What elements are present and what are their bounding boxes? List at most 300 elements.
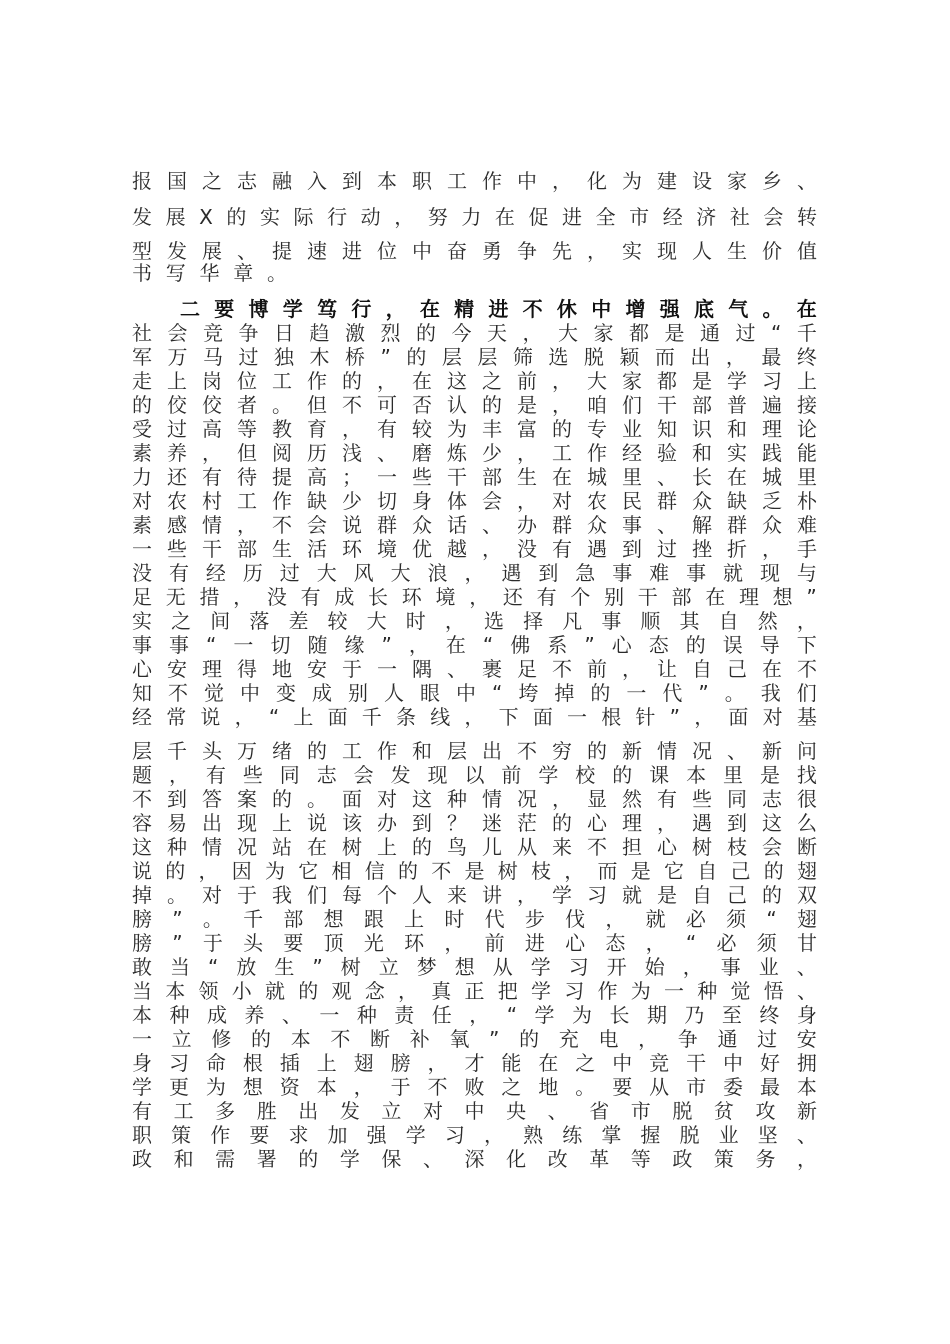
text-line — [132, 1100, 817, 1122]
glyph: 办 — [377, 811, 397, 835]
glyph: 掉 — [554, 681, 575, 705]
glyph: 乃 — [684, 1003, 705, 1027]
glyph: 熟 — [523, 1123, 544, 1147]
glyph: 众 — [412, 513, 432, 537]
glyph: 都 — [629, 321, 649, 345]
glyph: ， — [522, 321, 543, 345]
glyph: 成 — [312, 681, 332, 705]
glyph: 有 — [377, 417, 397, 441]
glyph: 磨 — [412, 441, 432, 465]
glyph: 很 — [797, 787, 817, 811]
glyph: 于 — [342, 657, 362, 681]
glyph: 在 — [727, 465, 747, 489]
glyph: 展 — [165, 205, 186, 229]
glyph: 不 — [587, 835, 607, 859]
glyph: 隅 — [412, 657, 432, 681]
glyph: 念 — [364, 979, 385, 1003]
glyph: 顶 — [323, 931, 344, 955]
glyph: ， — [464, 705, 485, 729]
glyph: 学 — [538, 763, 559, 787]
text-line — [132, 170, 817, 192]
glyph: 下 — [796, 633, 817, 657]
glyph: 生 — [274, 955, 295, 979]
glyph: 选 — [483, 609, 504, 633]
glyph: 一 — [567, 705, 588, 729]
glyph: 写 — [165, 261, 186, 285]
glyph: 加 — [327, 1123, 348, 1147]
glyph: 家 — [622, 369, 642, 393]
glyph: 是 — [630, 859, 651, 883]
glyph: “ — [766, 907, 777, 931]
glyph: ， — [469, 585, 490, 609]
glyph: 出 — [298, 1099, 319, 1123]
glyph: 大 — [587, 369, 607, 393]
glyph: 一 — [377, 465, 397, 489]
glyph: 种 — [447, 787, 467, 811]
glyph: 垮 — [518, 681, 539, 705]
glyph: 干 — [657, 393, 677, 417]
glyph: ， — [377, 369, 397, 393]
text-line — [132, 932, 817, 954]
glyph: 它 — [664, 859, 684, 883]
glyph: 里 — [723, 763, 743, 787]
glyph: 作 — [377, 739, 397, 763]
glyph: 的 — [519, 1027, 540, 1051]
glyph: 对 — [202, 883, 222, 907]
glyph: 觉 — [204, 681, 224, 705]
glyph: 教 — [272, 417, 292, 441]
glyph: ” — [584, 633, 595, 657]
glyph: 遍 — [762, 393, 782, 417]
glyph: 枝 — [727, 835, 747, 859]
glyph: 部 — [671, 585, 692, 609]
glyph: 甘 — [797, 931, 817, 955]
glyph: 志 — [316, 763, 337, 787]
glyph: 职 — [412, 169, 432, 193]
glyph: 练 — [562, 1123, 583, 1147]
glyph: 措 — [199, 585, 220, 609]
glyph: 找 — [796, 763, 817, 787]
glyph: 速 — [307, 239, 327, 263]
text-line — [132, 836, 817, 858]
glyph: 缺 — [307, 489, 327, 513]
glyph: 价 — [762, 239, 782, 263]
glyph: 佛 — [510, 633, 531, 657]
glyph: 为 — [447, 417, 467, 441]
glyph: 双 — [797, 883, 817, 907]
text-line — [132, 658, 817, 680]
glyph: 署 — [256, 1147, 277, 1171]
glyph: 论 — [797, 417, 817, 441]
glyph: 安 — [307, 657, 327, 681]
glyph: 环 — [404, 931, 425, 955]
glyph: 马 — [203, 345, 223, 369]
text-line — [132, 764, 817, 786]
glyph: 经 — [622, 441, 642, 465]
glyph: ” — [172, 907, 183, 931]
glyph: 本 — [165, 979, 186, 1003]
glyph: 想 — [454, 955, 475, 979]
glyph: 多 — [215, 1099, 236, 1123]
glyph: ， — [552, 169, 572, 193]
glyph: 小 — [231, 979, 252, 1003]
glyph: 今 — [451, 321, 472, 345]
glyph: 部 — [283, 907, 304, 931]
glyph: 而 — [597, 859, 618, 883]
glyph: 实 — [259, 205, 280, 229]
glyph: 地 — [272, 657, 292, 681]
glyph: ， — [427, 1051, 448, 1075]
glyph: 习 — [587, 883, 607, 907]
glyph: 它 — [298, 859, 319, 883]
glyph: 会 — [167, 321, 188, 345]
glyph: 信 — [364, 859, 385, 883]
glyph: 心 — [565, 931, 586, 955]
glyph: 说 — [200, 705, 221, 729]
glyph: 长 — [692, 465, 712, 489]
glyph: 乡 — [762, 169, 782, 193]
glyph: 精 — [454, 297, 475, 321]
glyph: 题 — [132, 763, 152, 787]
glyph: 想 — [772, 585, 793, 609]
glyph: 的 — [552, 417, 572, 441]
glyph: 还 — [502, 585, 523, 609]
glyph: 城 — [587, 465, 607, 489]
text-line — [132, 860, 817, 882]
glyph: 们 — [796, 681, 817, 705]
glyph: 业 — [758, 955, 779, 979]
glyph: 颖 — [619, 345, 640, 369]
glyph: ， — [762, 537, 782, 561]
glyph: ， — [797, 1147, 817, 1171]
glyph: ， — [645, 931, 666, 955]
glyph: 家 — [593, 321, 614, 345]
glyph: 切 — [270, 633, 291, 657]
glyph: ， — [517, 441, 537, 465]
glyph: 实 — [622, 239, 642, 263]
glyph: 条 — [396, 705, 416, 729]
glyph: 中 — [612, 1051, 633, 1075]
glyph: 是 — [464, 859, 485, 883]
glyph: 活 — [307, 537, 327, 561]
glyph: 才 — [464, 1051, 485, 1075]
glyph: 挫 — [692, 537, 712, 561]
glyph: 到 — [538, 561, 559, 585]
glyph: 里 — [622, 465, 642, 489]
glyph: 学 — [530, 955, 551, 979]
glyph: 力 — [461, 205, 482, 229]
glyph: 而 — [654, 345, 675, 369]
glyph: 不 — [272, 513, 292, 537]
glyph: ， — [168, 763, 189, 787]
glyph: 在 — [445, 633, 466, 657]
glyph: 环 — [401, 585, 422, 609]
glyph: 知 — [657, 417, 677, 441]
glyph: “ — [482, 633, 494, 657]
glyph: 部 — [237, 537, 257, 561]
glyph: 上 — [272, 811, 292, 835]
glyph: 浪 — [427, 561, 448, 585]
glyph: 在 — [762, 657, 782, 681]
glyph: 个 — [570, 585, 591, 609]
glyph: 在 — [419, 297, 440, 321]
glyph: 学 — [534, 1003, 555, 1027]
glyph: 筛 — [512, 345, 533, 369]
glyph: 少 — [342, 489, 362, 513]
text-line — [132, 812, 817, 834]
glyph: 际 — [293, 205, 314, 229]
glyph: 缺 — [727, 489, 747, 513]
glyph: 要 — [612, 1075, 633, 1099]
glyph: 志 — [237, 169, 257, 193]
glyph: 于 — [390, 1075, 411, 1099]
glyph: 修 — [211, 1027, 232, 1051]
glyph: ” — [698, 681, 709, 705]
glyph: 为 — [572, 1003, 592, 1027]
glyph: 己 — [727, 657, 747, 681]
glyph: 始 — [644, 955, 665, 979]
glyph: 当 — [132, 979, 152, 1003]
text-line — [132, 538, 817, 560]
glyph: 命 — [205, 1051, 226, 1075]
glyph: 上 — [293, 705, 314, 729]
glyph: 万 — [237, 739, 257, 763]
glyph: 到 — [167, 787, 187, 811]
glyph: 的 — [416, 321, 436, 345]
glyph: ， — [394, 205, 415, 229]
glyph: 上 — [404, 907, 425, 931]
glyph: 朴 — [797, 489, 817, 513]
glyph: 农 — [167, 489, 187, 513]
glyph: 上 — [316, 1051, 337, 1075]
glyph: 现 — [237, 811, 257, 835]
glyph: 新 — [797, 1099, 817, 1123]
glyph: 么 — [797, 811, 817, 835]
glyph: 发 — [132, 205, 152, 229]
glyph: 补 — [409, 1027, 430, 1051]
glyph: “ — [208, 955, 219, 979]
glyph: 国 — [167, 169, 187, 193]
glyph: 需 — [215, 1147, 236, 1171]
glyph: 市 — [629, 205, 650, 229]
glyph: 的 — [412, 835, 432, 859]
text-line — [132, 514, 817, 536]
glyph: 越 — [447, 537, 467, 561]
glyph: 学 — [405, 1123, 426, 1147]
glyph: 根 — [242, 1051, 263, 1075]
glyph: 习 — [762, 369, 782, 393]
glyph: 树 — [497, 859, 518, 883]
glyph: ” — [380, 345, 391, 369]
glyph: 的 — [763, 859, 784, 883]
glyph: 翅 — [353, 1051, 374, 1075]
glyph: 群 — [552, 513, 572, 537]
glyph: 高 — [202, 417, 222, 441]
glyph: 况 — [692, 739, 712, 763]
glyph: 炼 — [447, 441, 467, 465]
glyph: 到 — [342, 169, 362, 193]
glyph: 前 — [587, 657, 607, 681]
glyph: 一 — [664, 979, 684, 1003]
glyph: 之 — [575, 1051, 596, 1075]
glyph: 对 — [377, 787, 397, 811]
glyph: 步 — [524, 907, 545, 931]
glyph: 在 — [705, 585, 726, 609]
glyph: 先 — [552, 239, 572, 263]
glyph: 部 — [482, 465, 502, 489]
glyph: 作 — [482, 169, 502, 193]
glyph: 勇 — [482, 239, 502, 263]
glyph: 枝 — [531, 859, 551, 883]
glyph: 省 — [589, 1099, 610, 1123]
glyph: ， — [385, 297, 406, 321]
glyph: 身 — [796, 1003, 817, 1027]
glyph: 一 — [132, 1027, 152, 1051]
glyph: 面 — [342, 787, 362, 811]
glyph: 不 — [431, 859, 452, 883]
glyph: 别 — [348, 681, 368, 705]
glyph: 出 — [690, 345, 711, 369]
glyph: 群 — [657, 489, 677, 513]
glyph: 领 — [198, 979, 219, 1003]
glyph: 要 — [249, 1123, 270, 1147]
glyph: 树 — [340, 955, 361, 979]
glyph: 、 — [237, 239, 257, 263]
glyph: 出 — [202, 811, 222, 835]
text-line — [132, 562, 817, 584]
glyph: 断 — [797, 835, 817, 859]
glyph: 否 — [412, 393, 432, 417]
glyph: 休 — [556, 297, 577, 321]
glyph: 有 — [536, 585, 557, 609]
glyph: 、 — [281, 1003, 302, 1027]
glyph: 干 — [686, 1051, 707, 1075]
glyph: 习 — [444, 1123, 465, 1147]
glyph: 少 — [482, 441, 502, 465]
glyph: 得 — [237, 657, 257, 681]
glyph: ， — [564, 859, 585, 883]
glyph: 佼 — [167, 393, 187, 417]
text-line — [132, 706, 817, 728]
glyph: 握 — [640, 1123, 661, 1147]
glyph: 针 — [635, 705, 656, 729]
glyph: 放 — [236, 955, 257, 979]
glyph: 觉 — [730, 979, 751, 1003]
glyph: 干 — [447, 465, 467, 489]
text-line — [132, 586, 817, 608]
glyph: 从 — [517, 835, 537, 859]
glyph: 感 — [167, 513, 187, 537]
glyph: 千 — [796, 321, 817, 345]
glyph: 桥 — [345, 345, 365, 369]
glyph: 就 — [723, 561, 743, 585]
glyph: 。 — [575, 1075, 596, 1099]
glyph: 观 — [331, 979, 352, 1003]
glyph: “ — [268, 705, 280, 729]
glyph: ， — [482, 537, 502, 561]
glyph: 。 — [267, 261, 287, 285]
glyph: 作 — [307, 369, 327, 393]
glyph: ， — [605, 907, 626, 931]
glyph: 争 — [517, 239, 537, 263]
glyph: 在 — [494, 205, 515, 229]
glyph: 生 — [517, 465, 537, 489]
glyph: 有 — [132, 1099, 152, 1123]
glyph: 展 — [202, 239, 222, 263]
glyph: 立 — [381, 1099, 402, 1123]
glyph: 走 — [132, 369, 152, 393]
text-line — [132, 490, 817, 512]
glyph: 这 — [447, 369, 467, 393]
glyph: 穷 — [552, 739, 572, 763]
glyph: 、 — [547, 1099, 568, 1123]
glyph: “ — [685, 931, 697, 955]
glyph: 众 — [587, 513, 607, 537]
glyph: 出 — [482, 739, 502, 763]
glyph: 干 — [202, 537, 222, 561]
glyph: 现 — [427, 763, 448, 787]
glyph: 人 — [692, 239, 712, 263]
glyph: 中 — [591, 297, 612, 321]
glyph: 生 — [272, 537, 292, 561]
glyph: 会 — [482, 489, 502, 513]
glyph: 鸟 — [447, 835, 467, 859]
glyph: 遇 — [692, 811, 712, 835]
glyph: ” — [669, 705, 680, 729]
glyph: 难 — [797, 513, 817, 537]
glyph: 让 — [657, 657, 677, 681]
glyph: 现 — [759, 561, 780, 585]
glyph: 群 — [377, 513, 397, 537]
glyph: ， — [353, 1075, 374, 1099]
glyph: 力 — [132, 465, 152, 489]
glyph: 化 — [506, 1147, 527, 1171]
glyph: 容 — [132, 811, 152, 835]
glyph: 说 — [307, 811, 327, 835]
glyph: 千 — [361, 705, 382, 729]
glyph: 本 — [316, 1075, 337, 1099]
glyph: 一 — [132, 537, 152, 561]
glyph: 然 — [622, 787, 642, 811]
glyph: ， — [408, 633, 429, 657]
glyph: “ — [506, 1003, 518, 1027]
glyph: 学 — [531, 979, 551, 1003]
glyph: 凡 — [562, 609, 583, 633]
glyph: 。 — [167, 883, 187, 907]
glyph: 社 — [132, 321, 152, 345]
glyph: 断 — [370, 1027, 391, 1051]
glyph: 顺 — [640, 609, 661, 633]
glyph: 、 — [657, 465, 677, 489]
glyph: 咱 — [587, 393, 607, 417]
glyph: 待 — [237, 465, 257, 489]
glyph: 会 — [307, 513, 327, 537]
glyph: 难 — [649, 561, 670, 585]
glyph: 些 — [242, 763, 263, 787]
glyph: 责 — [394, 1003, 415, 1027]
glyph: 差 — [288, 609, 309, 633]
glyph: 切 — [377, 489, 397, 513]
glyph: 求 — [288, 1123, 309, 1147]
glyph: 养 — [244, 1003, 265, 1027]
glyph: 以 — [464, 763, 485, 787]
glyph: 建 — [657, 169, 677, 193]
glyph: 理 — [202, 657, 222, 681]
glyph: ” — [806, 585, 817, 609]
glyph: 。 — [202, 907, 223, 931]
glyph: 插 — [279, 1051, 300, 1075]
glyph: 不 — [427, 1075, 448, 1099]
